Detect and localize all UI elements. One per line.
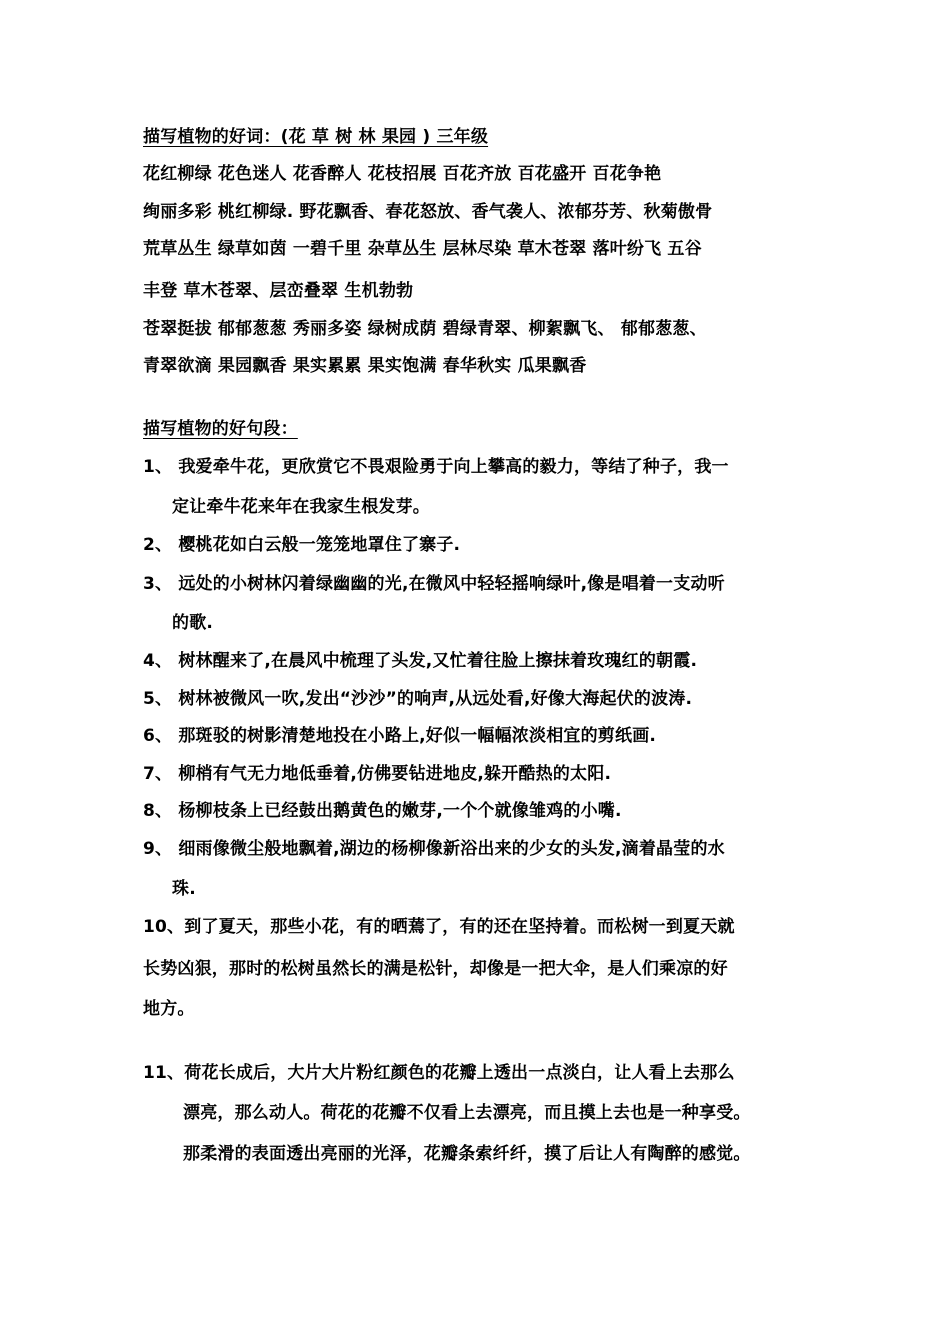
sentence-6: 6、 那斑驳的树影清楚地投在小路上,好似一幅幅浓淡相宜的剪纸画. [143,726,657,746]
sentence-10-line-2: 长势凶狠，那时的松树虽然长的满是松针，却像是一把大伞，是人们乘凉的好 [143,959,728,979]
words-line-2: 绚丽多彩 桃红柳绿. 野花飘香、春花怒放、香气袭人、浓郁芬芳、秋菊傲骨 [143,202,713,222]
words-line-3: 荒草丛生 绿草如茵 一碧千里 杂草丛生 层林尽染 草木苍翠 落叶纷飞 五谷 [143,239,702,259]
sentence-9-line-1: 9、 细雨像微尘般地飘着,湖边的杨柳像新浴出来的少女的头发,滴着晶莹的水 [143,839,725,859]
sentence-2: 2、 樱桃花如白云般一笼笼地罩住了寨子. [143,535,461,555]
section1-title: 描写植物的好词：(花 草 树 林 果园 ) 三年级 [143,127,489,147]
sentence-10-line-1: 10、到了夏天，那些小花，有的晒蔫了，有的还在坚持着。而松树一到夏天就 [143,917,735,937]
sentence-11-line-1: 11、荷花长成后，大片大片粉红颜色的花瓣上透出一点淡白，让人看上去那么 [143,1063,735,1083]
sentence-5: 5、 树林被微风一吹,发出“沙沙”的响声,从远处看,好像大海起伏的波涛. [143,689,693,709]
sentence-7: 7、 柳梢有气无力地低垂着,仿佛要钻进地皮,躲开酷热的太阳. [143,764,612,784]
sentence-9-line-2: 珠. [172,879,196,899]
sentence-1-line-2: 定让牵牛花来年在我家生根发芽。 [172,497,430,517]
sentence-1-line-1: 1、 我爱牵牛花，更欣赏它不畏艰险勇于向上攀高的毅力，等结了种子，我一 [143,457,729,477]
sentence-11-line-3: 那柔滑的表面透出亮丽的光泽，花瓣条索纤纤，摸了后让人有陶醉的感觉。 [183,1144,751,1164]
sentence-3-line-2: 的歌. [172,613,214,633]
sentence-10-line-3: 地方。 [143,999,195,1019]
section2-title: 描写植物的好句段： [143,419,298,439]
words-line-4: 丰登 草木苍翠、层峦叠翠 生机勃勃 [143,281,414,301]
sentence-3-line-1: 3、 远处的小树林闪着绿幽幽的光,在微风中轻轻摇响绿叶,像是唱着一支动听 [143,574,725,594]
sentence-11-line-2: 漂亮，那么动人。荷花的花瓣不仅看上去漂亮，而且摸上去也是一种享受。 [183,1103,751,1123]
words-line-1: 花红柳绿 花色迷人 花香醉人 花枝招展 百花齐放 百花盛开 百花争艳 [143,164,662,184]
words-line-6: 青翠欲滴 果园飘香 果实累累 果实饱满 春华秋实 瓜果飘香 [143,356,587,376]
sentence-4: 4、 树林醒来了,在晨风中梳理了头发,又忙着往脸上擦抹着玫瑰红的朝霞. [143,651,698,671]
sentence-8: 8、 杨柳枝条上已经鼓出鹅黄色的嫩芽,一个个就像雏鸡的小嘴. [143,801,622,821]
words-line-5: 苍翠挺拔 郁郁葱葱 秀丽多姿 绿树成荫 碧绿青翠、柳絮飘飞、 郁郁葱葱、 [143,319,707,339]
